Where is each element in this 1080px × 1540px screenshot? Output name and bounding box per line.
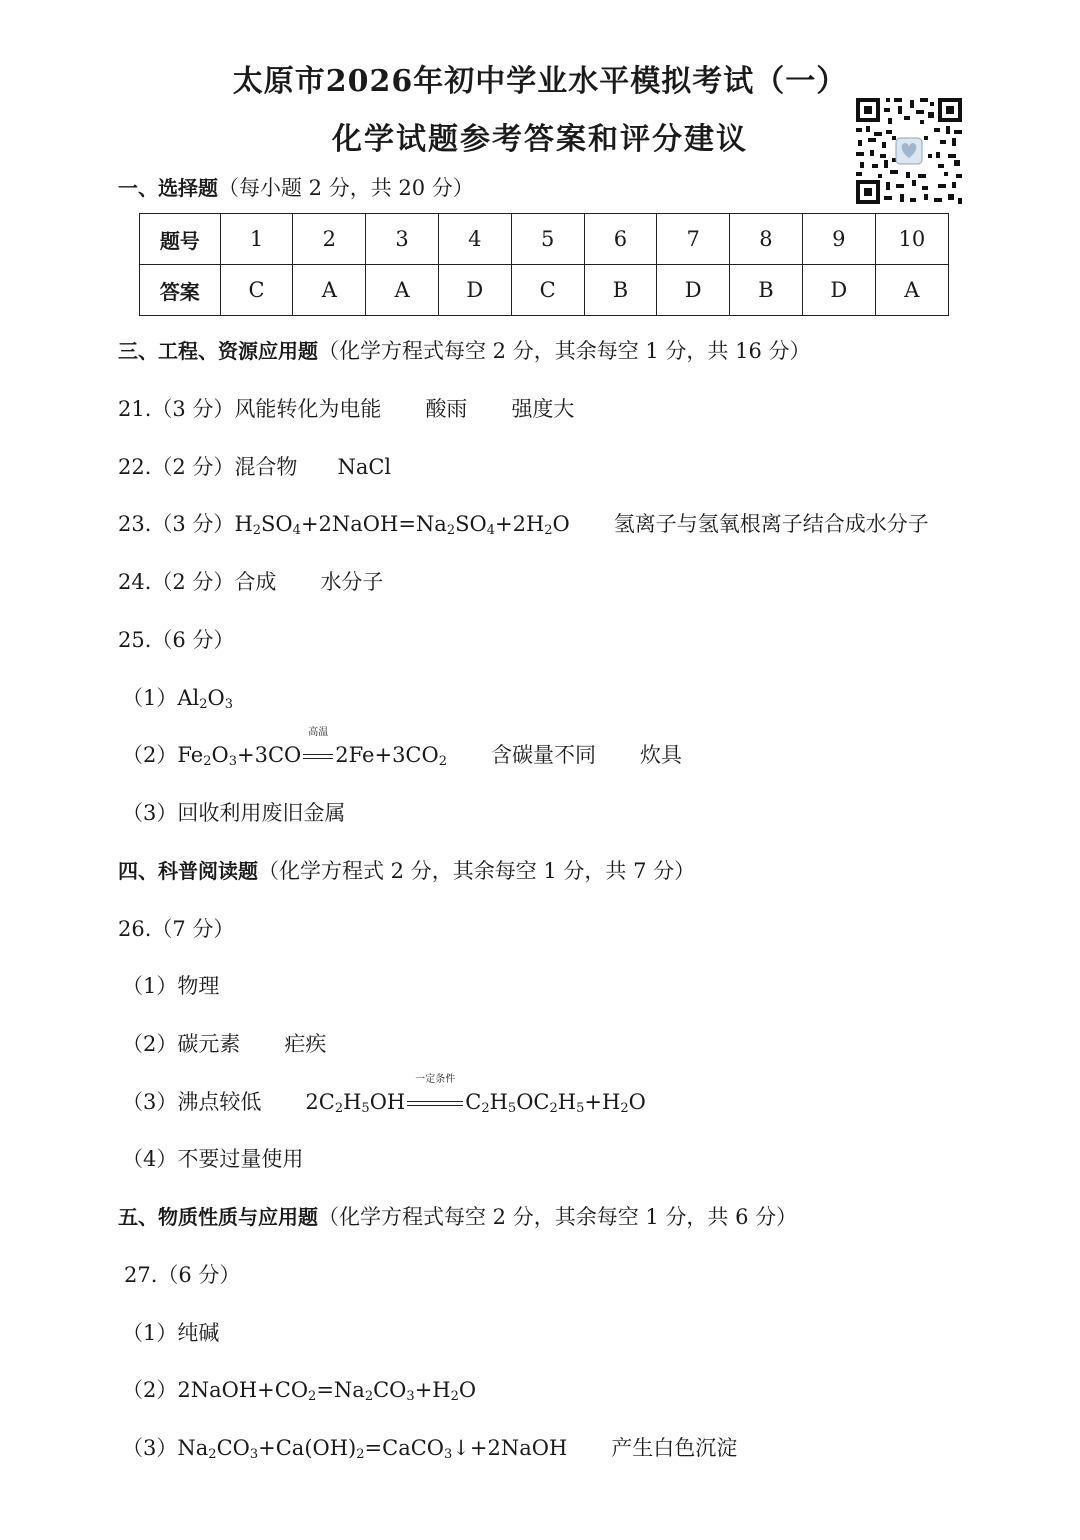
answer-cell: B: [584, 265, 657, 316]
q23-equation: $H_2SO_4+2NaOH=Na_2SO_4+2H_2O$: [234, 512, 570, 538]
reaction-condition: 一定条件: [405, 1087, 465, 1117]
q27-part2: $(2)2NaOH+CO_2=Na_2CO_3+H_2O$: [122, 1378, 477, 1404]
q26-part1: （1）物理: [122, 974, 220, 998]
section3-heading: 三、工程、资源应用题（化学方程式每空 2 分，其余每空 1 分，共 16 分）: [118, 339, 811, 363]
answer-cell: D: [802, 265, 875, 316]
question-number: 4: [438, 214, 511, 265]
q27-part3: $(3)Na_2CO_3+Ca(OH)_2=CaCO_3↓+2NaOH$ 产生白色沉淀: [122, 1436, 738, 1462]
q25-part2: $(2)Fe_2O_3+3CO$ 高温 $2Fe+3CO_2$ 含碳量不同 炊具: [122, 727, 682, 769]
q26-equation: $2C_2H_5OH$ 一定条件 $C_2H_5OC_2H_5+H_2O$: [305, 1074, 646, 1116]
answer-cell: A: [293, 265, 366, 316]
q27-part1: （1）纯碱: [122, 1321, 220, 1345]
question-number: 10: [875, 214, 948, 265]
answer-cell: D: [438, 265, 511, 316]
q26-label: 26.（7 分）: [118, 917, 235, 941]
q26-part2: （2）碳元素 疟疾: [122, 1032, 327, 1056]
q23-answer: 23.（3 分）$H_2SO_4+2NaOH=Na_2SO_4+2H_2O$ 氢离子与氢氧根离子结合成水分子: [118, 512, 929, 538]
question-number: 2: [293, 214, 366, 265]
q25-equation: $Fe_2O_3+3CO$ 高温 $2Fe+3CO_2$: [177, 727, 447, 769]
table-row-label: 答案: [140, 265, 221, 316]
section1-heading: 一、选择题（每小题 2 分，共 20 分）: [118, 176, 474, 200]
q27-equation-1: $2NaOH+CO_2=Na_2CO_3+H_2O$: [177, 1378, 477, 1404]
question-number: 1: [220, 214, 293, 265]
q27-equation-2: $Na_2CO_3+Ca(OH)_2=CaCO_3↓+2NaOH$: [177, 1436, 568, 1462]
q21-answer: 21.（3 分）风能转化为电能 酸雨 强度大: [118, 397, 575, 421]
q25-part3: （3）回收利用废旧金属: [122, 801, 346, 825]
question-number: 7: [657, 214, 730, 265]
section4-heading: 四、科普阅读题（化学方程式 2 分，其余每空 1 分，共 7 分）: [118, 859, 696, 883]
answer-cell: D: [657, 265, 730, 316]
question-number: 3: [366, 214, 439, 265]
reaction-condition: 高温: [301, 740, 335, 770]
table-row-label: 题号: [140, 214, 221, 265]
answer-table: [139, 213, 949, 316]
answer-cell: B: [730, 265, 803, 316]
answer-cell: A: [875, 265, 948, 316]
question-number: 5: [511, 214, 584, 265]
q26-part4: （4）不要过量使用: [122, 1147, 304, 1171]
section5-heading: 五、物质性质与应用题（化学方程式每空 2 分，其余每空 1 分，共 6 分）: [118, 1205, 798, 1229]
question-number: 8: [730, 214, 803, 265]
question-number: 6: [584, 214, 657, 265]
page-title: 太原市2026年初中学业水平模拟考试（一）: [232, 64, 848, 99]
question-number: 9: [802, 214, 875, 265]
table-row: [140, 265, 949, 316]
answer-cell: C: [220, 265, 293, 316]
q25-label: 25.（6 分）: [118, 628, 235, 652]
table-row: [140, 214, 949, 265]
q26-part3: （3）沸点较低 $2C_2H_5OH$ 一定条件 $C_2H_5OC_2H_5+H_2O$: [122, 1074, 646, 1116]
page-subtitle: 化学试题参考答案和评分建议: [332, 122, 748, 157]
q27-label: 27.（6 分）: [124, 1263, 241, 1287]
q24-answer: 24.（2 分）合成 水分子: [118, 570, 384, 594]
q25-part1: $(1)Al_2O_3$: [122, 686, 234, 712]
answer-cell: C: [511, 265, 584, 316]
answer-cell: A: [366, 265, 439, 316]
qr-code-icon: [854, 96, 964, 206]
q22-answer: 22.（2 分）混合物 NaCl: [118, 455, 392, 479]
